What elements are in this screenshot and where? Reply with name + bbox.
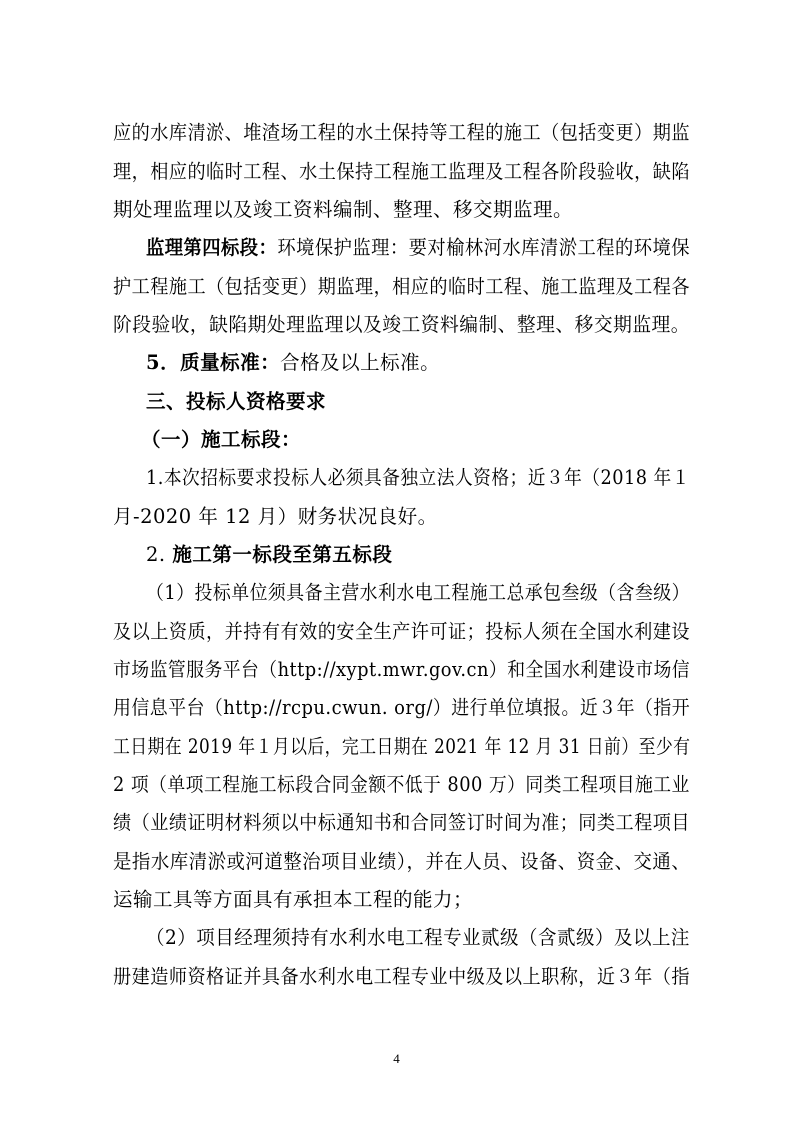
para6-line1: （2）项目经理须持有水利水电工程专业贰级（含贰级）及以上注 — [146, 926, 690, 949]
para6-line2: 册建造师资格证并具备水利水电工程专业中级及以上职称，近３年（指 — [113, 965, 690, 988]
para5-line5: 工日期在 2019 年１月以后，完工日期在 2021 年 12 月 31 日前）至少有 — [113, 735, 691, 758]
item2-label: 施工第一标段至第五标段 — [172, 543, 393, 566]
para5-line7: 绩（业绩证明材料须以中标通知书和合同签订时间为准；同类工程项目 — [113, 811, 690, 834]
para2-line2: 护工程施工（包括变更）期监理，相应的临时工程、施工监理及工程各 — [113, 275, 690, 298]
para1-line3: 期处理监理以及竣工资料编制、整理、移交期监理。 — [113, 198, 574, 221]
para4-line2: 月-2020 年 12 月）财务状况良好。 — [113, 505, 438, 528]
item2-number: 2. — [146, 543, 166, 566]
page-number: 4 — [393, 1051, 400, 1066]
para5-line4: 用信息平台（http://rcpu.cwun. org/）进行单位填报。近３年（指开 — [113, 696, 691, 719]
supervision-section4-label: 监理第四标段： — [146, 236, 278, 259]
para2-line1-text: 环境保护监理：要对榆林河水库清淤工程的环境保 — [277, 236, 691, 259]
quality-standard-label: 5．质量标准： — [146, 351, 281, 374]
para5-line9: 运输工具等方面具有承担本工程的能力； — [113, 888, 474, 911]
para2-line3: 阶段验收，缺陷期处理监理以及竣工资料编制、整理、移交期监理。 — [113, 313, 691, 336]
para1-line2: 理，相应的临时工程、水土保持工程施工监理及工程各阶段验收，缺陷 — [113, 160, 690, 183]
subsection-heading-construction: （一）施工标段： — [141, 428, 302, 451]
para5-line8: 是指水库清淤或河道整治项目业绩），并在人员、设备、资金、交通、 — [113, 850, 691, 873]
para2-line1 — [146, 236, 690, 260]
quality-standard-text: 合格及以上标准。 — [280, 351, 441, 374]
para5-line1: （1）投标单位须具备主营水利水电工程施工总承包叁级（含叁级） — [146, 581, 690, 604]
para4-line1: 1.本次招标要求投标人必须具备独立法人资格；近３年（2018 年１ — [146, 466, 690, 489]
para1-line1: 应的水库清淤、堆渣场工程的水土保持等工程的施工（包括变更）期监 — [113, 121, 690, 144]
section-heading-3: 三、投标人资格要求 — [146, 390, 327, 413]
para5-line2: 及以上资质，并持有有效的安全生产许可证；投标人须在全国水利建设 — [113, 620, 690, 643]
item2-heading — [146, 543, 392, 567]
para5-line3: 市场监管服务平台（http://xypt.mwr.gov.cn）和全国水利建设市场信 — [113, 658, 691, 681]
quality-standard-line — [146, 351, 440, 375]
para5-line6: 2 项（单项工程施工标段合同金额不低于 800 万）同类工程项目施工业 — [113, 773, 690, 796]
